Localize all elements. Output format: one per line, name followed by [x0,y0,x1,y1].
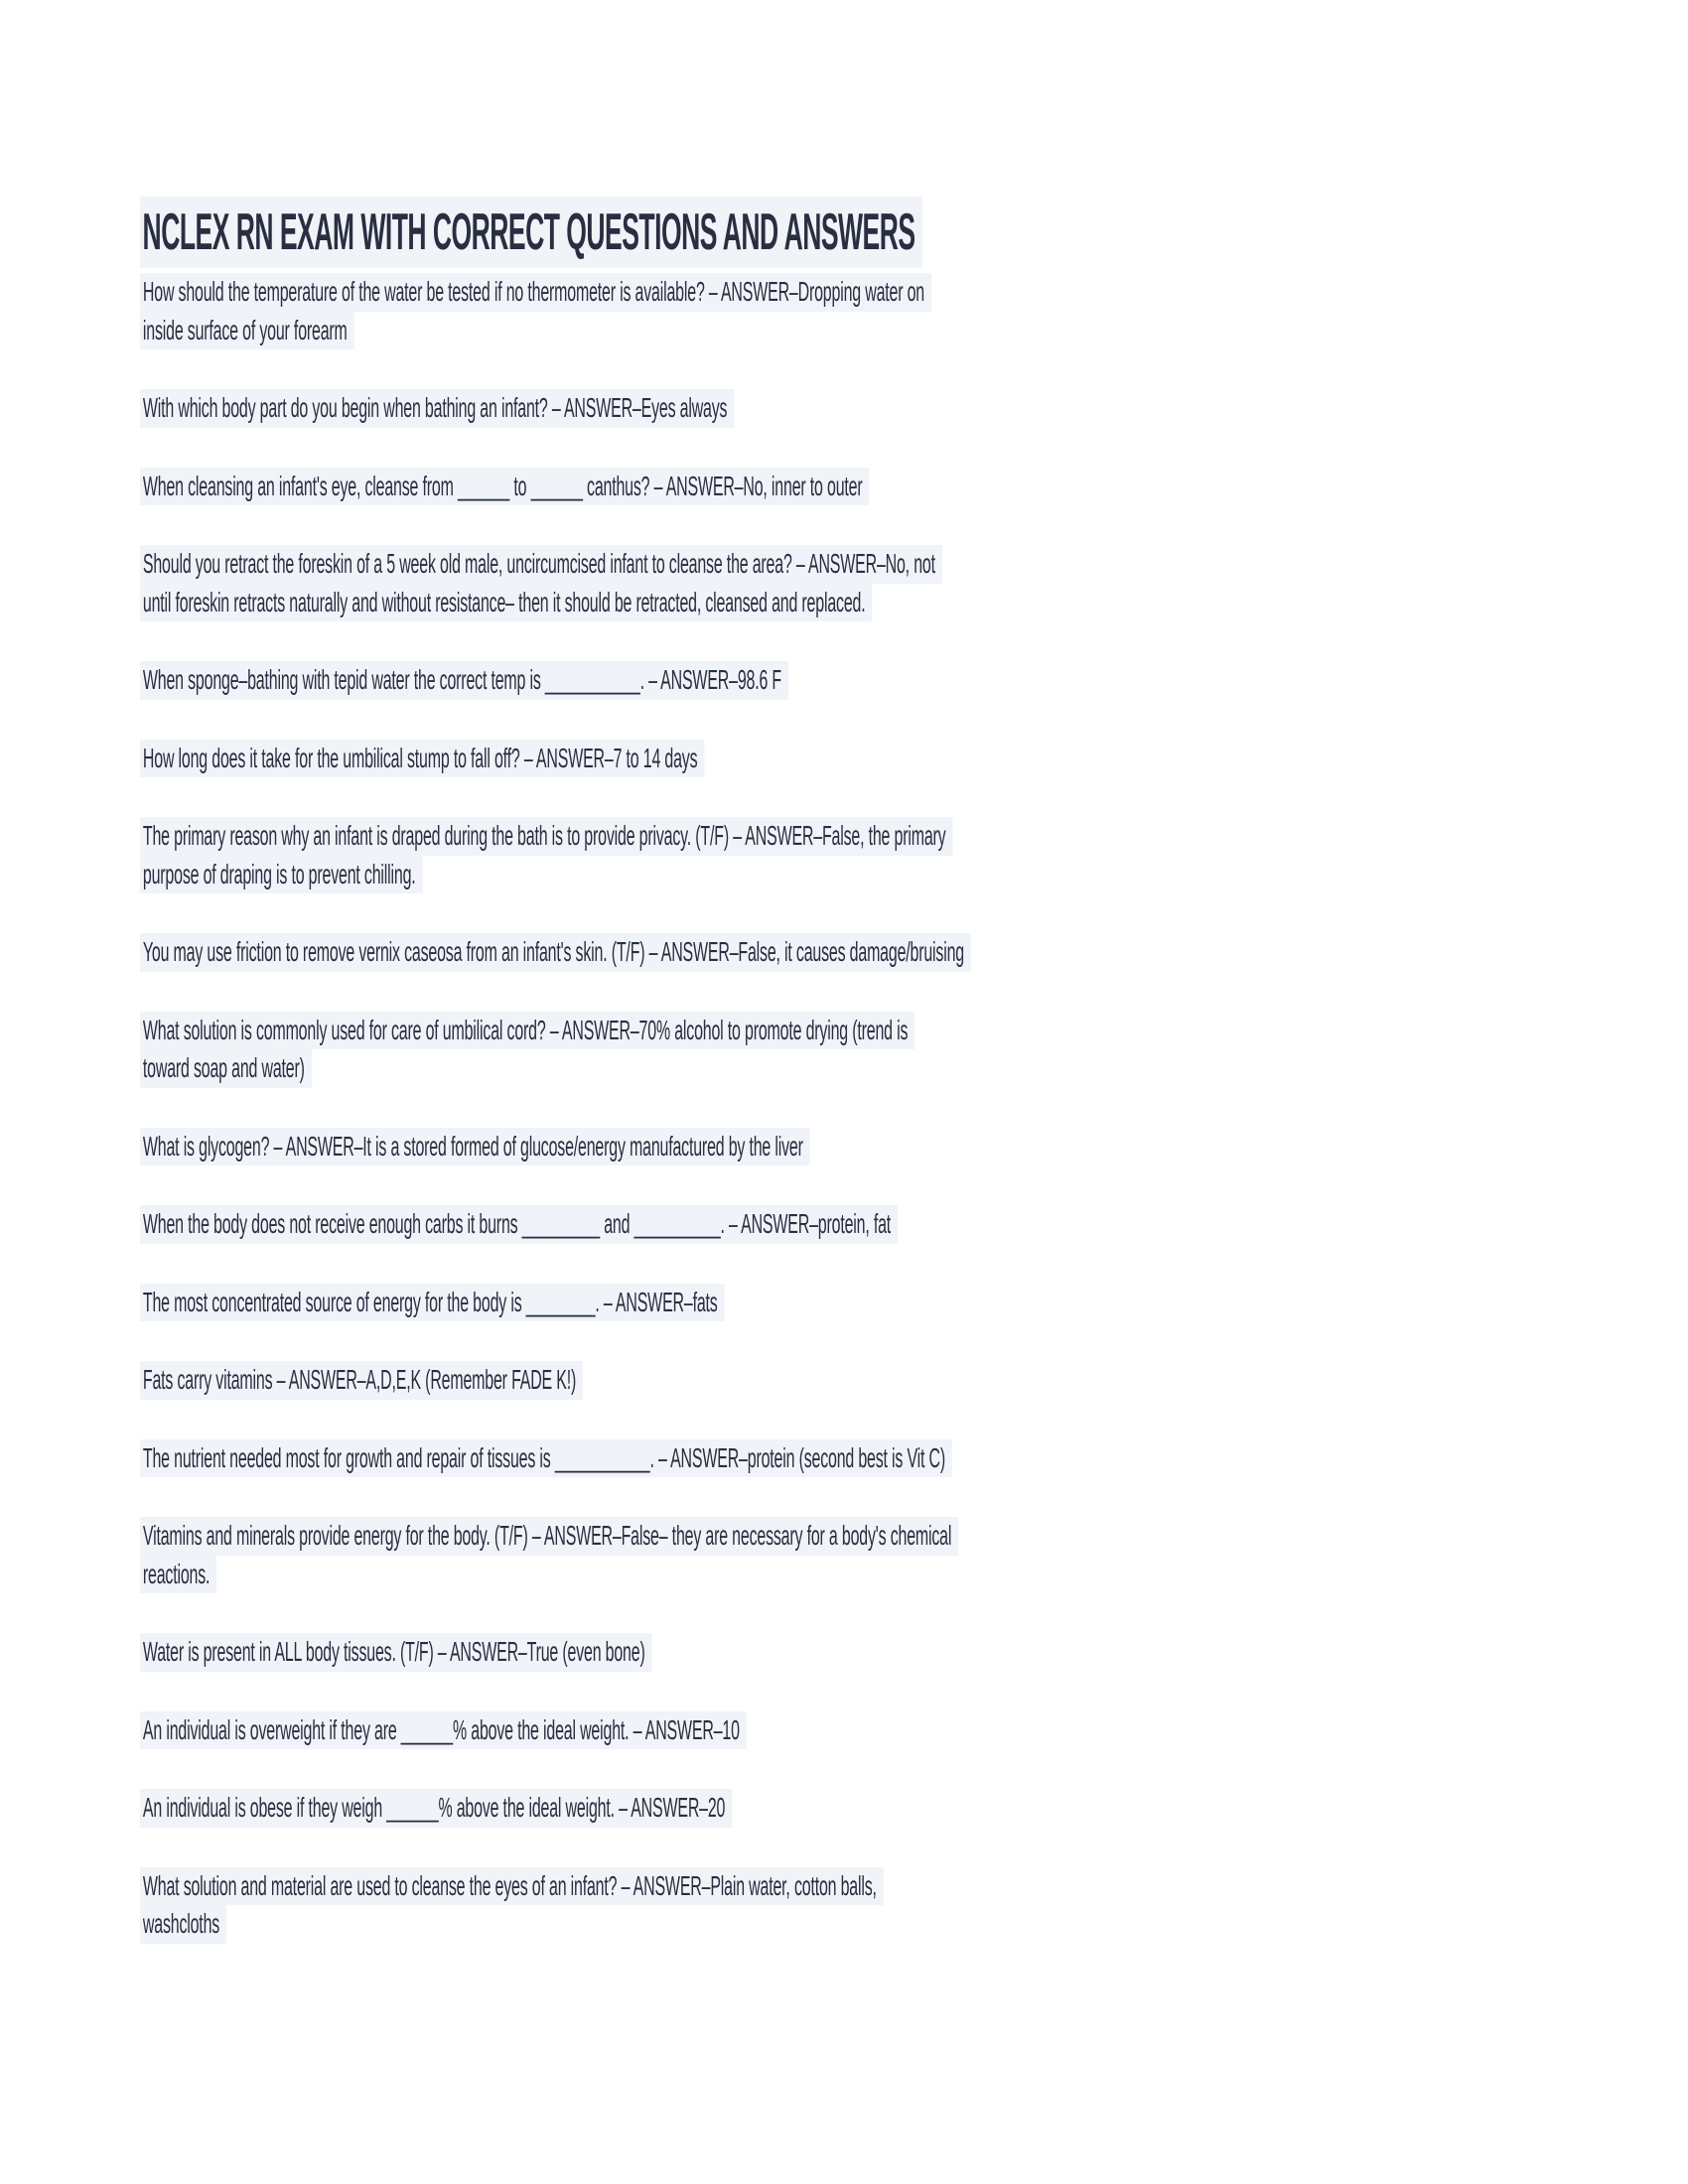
qa-paragraph [140,1361,1688,1400]
qa-line [140,1905,1688,1944]
qa-line-text: The most concentrated source of energy for the body is ________. – ANSWER–fats [140,1284,725,1322]
qa-line [140,1049,1688,1088]
qa-line [140,1867,1688,1906]
qa-line [140,1789,1688,1828]
qa-line [140,312,1688,350]
qa-line-text: The primary reason why an infant is draped during the bath is to provide privacy. (T/F) – ANSWER–False, the primary [140,817,952,856]
qa-line [140,933,1688,972]
qa-paragraph [140,468,1688,506]
qa-line [140,584,1688,622]
qa-line [140,1517,1688,1556]
qa-line [140,661,1688,700]
qa-paragraph [140,1633,1688,1672]
qa-line-text: An individual is obese if they weigh ______% above the ideal weight. – ANSWER–20 [140,1789,732,1828]
qa-paragraph [140,273,1688,349]
qa-line [140,1284,1688,1322]
qa-line-text: Should you retract the foreskin of a 5 week old male, uncircumcised infant to cleanse the area? – ANSWER–No, not [140,545,942,584]
qa-line-text: How should the temperature of the water be tested if no thermometer is available? – ANSWER–Dropping water on [140,273,931,312]
qa-line-text: How long does it take for the umbilical stump to fall off? – ANSWER–7 to 14 days [140,740,704,778]
qa-paragraph [140,740,1688,778]
qa-paragraph [140,545,1688,621]
qa-paragraph [140,1284,1688,1322]
qa-paragraph [140,1867,1688,1944]
qa-line-text: until foreskin retracts naturally and without resistance– then it should be retracted, cleansed and replaced. [140,584,872,622]
qa-line-text: When sponge–bathing with tepid water the correct temp is ___________. – ANSWER–98.6 F [140,661,788,700]
qa-line-text: You may use friction to remove vernix caseosa from an infant's skin. (T/F) – ANSWER–False, it causes damage/bruising [140,933,971,972]
qa-paragraph-list [140,273,1688,1944]
qa-line [140,273,1688,312]
qa-line [140,1711,1688,1750]
qa-line-text: Fats carry vitamins – ANSWER–A,D,E,K (Remember FADE K!) [140,1361,583,1400]
qa-paragraph [140,933,1688,972]
qa-line-text: Water is present in ALL body tissues. (T/F) – ANSWER–True (even bone) [140,1633,652,1672]
page-title [140,197,1688,268]
qa-line [140,1205,1688,1244]
qa-line [140,1633,1688,1672]
qa-line-text: reactions. [140,1556,216,1594]
qa-line-text: purpose of draping is to prevent chilling. [140,856,423,894]
qa-line [140,1556,1688,1594]
qa-line-text: When cleansing an infant's eye, cleanse from ______ to ______ canthus? – ANSWER–No, inner to outer [140,468,869,506]
qa-paragraph [140,1128,1688,1166]
qa-line [140,1361,1688,1400]
qa-line [140,545,1688,584]
qa-line-text: Vitamins and minerals provide energy for the body. (T/F) – ANSWER–False– they are necessary for a body's chemical [140,1517,958,1556]
qa-line [140,856,1688,894]
qa-line-text: When the body does not receive enough carbs it burns _________ and __________. – ANSWER–protein, fat [140,1205,898,1244]
page-title-text: NCLEX RN EXAM WITH CORRECT QUESTIONS AND ANSWERS [140,197,922,268]
qa-line-text: An individual is overweight if they are ______% above the ideal weight. – ANSWER–10 [140,1711,747,1750]
qa-line-text: With which body part do you begin when bathing an infant? – ANSWER–Eyes always [140,389,734,428]
qa-paragraph [140,1711,1688,1750]
qa-line-text: What is glycogen? – ANSWER–It is a stored formed of glucose/energy manufactured by the liver [140,1128,810,1166]
qa-line [140,1439,1688,1478]
qa-line-text: What solution and material are used to cleanse the eyes of an infant? – ANSWER–Plain water, cotton balls, [140,1867,884,1906]
qa-line [140,389,1688,428]
qa-line [140,1128,1688,1166]
qa-line-text: toward soap and water) [140,1049,312,1088]
qa-line-text: What solution is commonly used for care of umbilical cord? – ANSWER–70% alcohol to promote drying (trend is [140,1012,914,1050]
qa-paragraph [140,389,1688,428]
qa-paragraph [140,1205,1688,1244]
qa-line [140,1012,1688,1050]
qa-line-text: inside surface of your forearm [140,312,354,350]
qa-line-text: washcloths [140,1905,226,1944]
qa-paragraph [140,1439,1688,1478]
qa-line [140,468,1688,506]
qa-paragraph [140,1789,1688,1828]
qa-line [140,817,1688,856]
qa-line-text: The nutrient needed most for growth and repair of tissues is ___________. – ANSWER–protein (second best is Vit C) [140,1439,952,1478]
qa-line [140,740,1688,778]
qa-paragraph [140,1517,1688,1593]
qa-paragraph [140,1012,1688,1088]
qa-paragraph [140,817,1688,893]
qa-paragraph [140,661,1688,700]
